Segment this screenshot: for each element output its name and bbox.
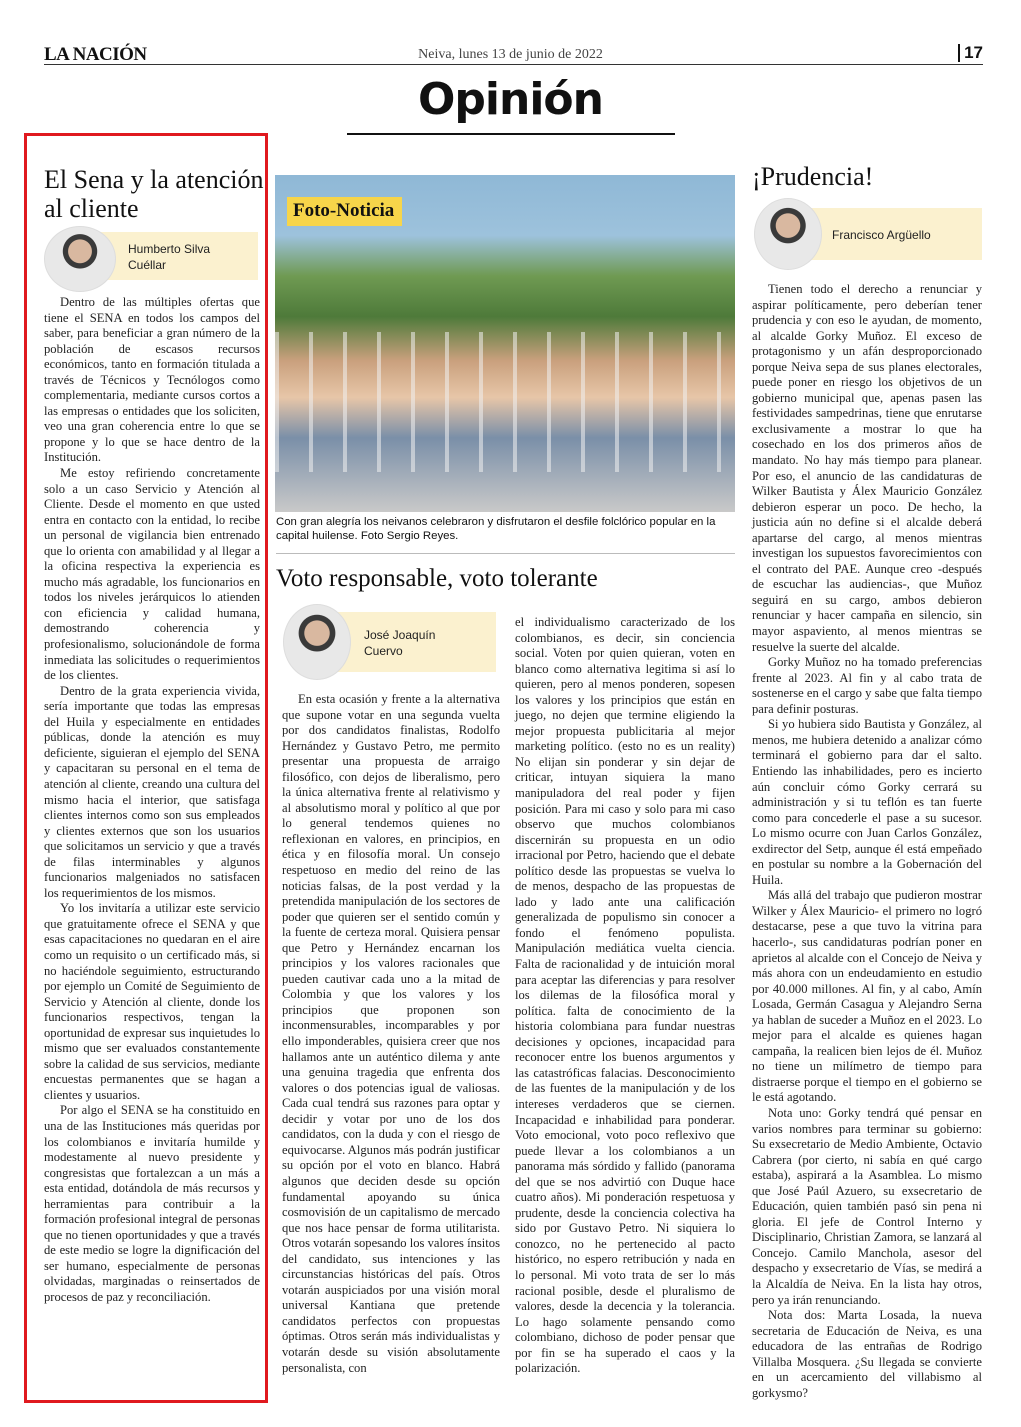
right-article-title: ¡Prudencia! — [752, 162, 874, 191]
masthead-logo: LA NACIÓN — [44, 44, 147, 65]
paragraph: En esta ocasión y frente a la alternativa que supone votar en una segunda vuelta por dos candidatos finalistas, Rodolfo Hernández y Gustavo Petro, me permito presentar una propuesta de arraigo filosófico, con dejos de liberalismo, pero la única alternativa frente al relativismo y al absolutismo moral y político al que por lo general tendemos quienes no reflexionan en valores, en principios, en ética y en filosofía moral. Un consejo respetuoso en medio del reino de las noticias falsas, de la post verdad y la pretendida manipulación de los sectores de poder que quieren ser el sentido común y la fuente de certeza moral. Quisiera pensar que Petro y Hernández encarnan los principios y los valores racionales que pueden cautivar cada uno a la mitad de Colombia y que los valores y los principios que proponen son inconmensurables, incomparables y por ello imponderables, quisiera creer que nos hallamos ante un auténtico dilema y ante una genuina tragedia que enfrenta dos valores o dos potencias igual de valiosas. Cada cual tendrá sus razones para optar y decidir y votar por uno de los dos candidatos, con la duda y con el riesgo de equivocarse. Algunos más podrán justificar su opción por el voto en blanco. Habrá algunos que deciden desde su opción fundamental apoyando su única cosmovisión de un capitalismo de mercado que nos hace pensar de forma utilitarista. Otros votarán sopesando los valores ínsitos del candidato, sus intenciones y las circunstancias históricas del país. Otros votarán auspiciados por una visión moral universal Kantiana que pretende candidatos perfectos con propuestas óptimas. Otros serán más individualistas y votarán desde su visión absolutamente personalista, con — [282, 692, 500, 1375]
center-article-title: Voto responsable, voto tolerante — [276, 565, 598, 592]
left-article-body — [44, 295, 260, 1306]
center-article-col2 — [515, 615, 735, 1377]
paragraph: Si yo hubiera sido Bautista y González, al menos, me hubiera detenido a analizar cómo terminará el gobierno para dar el salto. Entiendo las inhabilidades, pero es incierto aún concluir cómo Gorky cerrará su administración y si tu teflón es tan fuerte como para concederle el pase a su sucesor. Lo mismo ocurre con Juan Carlos González, exdirector del Setp, aunque él está empeñado en postular su nombre a la Gobernación del Huila. — [752, 717, 982, 887]
left-article-title: El Sena y la atención al cliente — [44, 165, 264, 224]
center-article-col1 — [282, 692, 500, 1376]
paragraph: Por algo el SENA se ha constituido en una de las Instituciones más queridas por los colombianos e invitaría humilde y modestamente al nuevo presidente y congresistas que fortalezcan a un más a esta entidad, dotándola de más recursos y herramientas para contribuir a la formación profesional integral de personas que no tienen oportunidades y que a través de este medio se logre la dignificación del ser humano, especialmente de personas olvidadas, marginadas o reinsertados de procesos de paz y reconciliación. — [44, 1103, 260, 1304]
right-author-name: Francisco Argüello — [832, 228, 931, 242]
left-author-avatar — [44, 226, 116, 292]
section-rule — [347, 133, 675, 135]
paragraph: Más allá del trabajo que pudieron mostrar Wilker y Álex Mauricio- el primero no logró destacarse, pese a que tuvo la vitrina para hacerlo-, sus candidaturas podrían poner en aprietos al alcalde con el Concejo de Neiva y más ahora con un endeudamiento en estudio por 40.000 millones. Al fin, y al cabo, Amín Losada, Germán Casagua y Alejandro Serna ya hablan de suceder a Muñoz en el 2023. Lo mejor para el alcalde es quienes hagan campaña, la realicen bien lejos de él. Muñoz no tiene un milímetro de tiempo para distraerse porque el tiempo en el gobierno se le está agotando. — [752, 888, 982, 1105]
paragraph: Dentro de la grata experiencia vivida, sería importante que todas las empresas del Huila y especialmente en entidades públicas, donde la atención es muy deficiente, siguieran el ejemplo del SENA y capacitaran su personal en el tema de atención al cliente, creando una cultura del mismo hacia el interior, que satisfaga clientes internos como son sus empleados y clientes externos que son los usuarios que solicitamos un servicio y que a través de filas interminables y algunos funcionarios malgeniados no satisfacen los requerimientos de los mismos. — [44, 683, 260, 900]
paragraph: el individualismo caracterizado de los colombianos, es decir, sin conciencia social. Voten por quien quieran, voten en blanco como alternativa legitima si así lo quieren, pero al menos ponderen, sopesen los valores y los principios que están en juego, no dejen que termine eligiendo la mejor propuesta publicitaria al mejor marketing político. (esto no es un reality) No elijan sin ponderar y sin dejar de criticar, intuyan siquiera la mano manipuladora del real poder y fijen posición. Para mi caso y solo para mi caso observo que muchos colombianos discernirán su propuesta en un odio irracional por Petro, haciendo que el debate político desde las propuestas se vuelva lo de menos, despacho de las propuestas de lado y lado ante una calificación generalizada de populismo sin conocer a fondo el fenómeno populista. Manipulación mediática vuelta ciencia. Falta de racionalidad y de intuición moral para aceptar las diferencias y para resolver los dilemas de la filosófica moral y política. falta de conocimiento de la historia colombiana para fundar nuestras decisiones y opciones, incapacidad para reconocer entre los buenos argumentos y las catastróficas falacias. Desconocimiento de las fuentes de la manipulación y de los intereses verdaderos que se ciernen. Incapacidad e inhabilidad para ponderar. Voto emocional, voto poco reflexivo que puede llevar a los colombianos a un panorama más sórdido y fallido (panorama del que se nos advirtió con Duque hace cuatro años). Mi ponderación respetuosa y prudente, desde la conciencia colectiva ha sido por Gustavo Petro. Ni siquiera lo conozco, no he pertenecido al pacto histórico, no espero retribución y nada en lo personal. Mi voto trata de ser lo más racional posible, desde el pluralismo de valores, desde la decencia y la tolerancia. Lo hago solamente pensando como colombiano, dichoso de poder pensar que por fin se ha superado el caos y la polarización. — [515, 615, 735, 1376]
center-author-name: José Joaquín Cuervo — [364, 628, 436, 658]
paragraph: Nota dos: Marta Losada, la nueva secretaria de Educación de Neiva, es una educadora de las entrañas de Rodrigo Villalba Mosquera. ¿Su llegada se convierte en un acercamiento del villabismo al gorkysmo? — [752, 1308, 982, 1400]
photo-news-label: Foto-Noticia — [287, 197, 402, 226]
right-article-body — [752, 282, 982, 1401]
photo-caption: Con gran alegría los neivanos celebraron y disfrutaron el desfile folclórico popular en la capital huilense. Foto Sergio Reyes. — [276, 516, 716, 542]
paragraph: Me estoy refiriendo concretamente solo a un caso Servicio y Atención al Cliente. Desde el momento en que usted entra en contacto con la entidad, lo recibe un personal de vigilancia bien entrenado que lo orienta con amabilidad y al llegar a la oficina respectiva la experiencia es mucho más agradable, los funcionarios en todos los niveles jerárquicos lo atienden con eficiencia y calidad humana, demostrando coherencia y profesionalismo, solucionándole de forma inmediata las solicitudes o requerimientos de los clientes. — [44, 466, 260, 683]
header-rule — [44, 64, 983, 65]
left-author-name: Humberto Silva Cuéllar — [128, 242, 211, 272]
dateline: Neiva, lunes 13 de junio de 2022 — [418, 47, 603, 62]
paragraph: Tienen todo el derecho a renunciar y aspirar políticamente, pero deberían tener prudencia y con eso le ayudan, de momento, al alcalde Gorky Muñoz. El exceso de protagonismo y un afán desproporcionado porque Neiva sepa de sus planes electorales, puede poner en riesgo los objetivos de un gobierno municipal que, apenas pasen las festividades sampedrinas, tiene que enrutarse exclusivamente a mostrar lo que ha cosechado en los dos primeros años de mandato. No hay más tiempo para planear. Por eso, el anuncio de las candidaturas de Wilker Bautista y Álex Mauricio González debieron esperar un poco. De hecho, la justicia aún no define si el alcalde deberá apartarse del cargo, al menos mientras investigan los supuestos favorecimientos con el contrato del PAE. Aunque creo -después de escuchar las audiencias-, que Muñoz seguirá en su cargo, ambos debieron renunciar y hacer campaña en silencio, sin mayor aspaviento, al menos mientras se resuelve la suerte del alcalde. — [752, 282, 982, 654]
right-author-avatar — [754, 198, 822, 270]
caption-rule — [276, 553, 735, 554]
section-title: Opinión — [418, 74, 603, 125]
center-author-avatar — [283, 604, 351, 680]
paragraph: Nota uno: Gorky tendrá qué pensar en varios nombres para terminar su gobierno: Su exsecretario de Medio Ambiente, Octavio Cabrera (por cierto, ni sabía en qué cargo estaba), aspirará a la Asamblea. Lo mismo que José Paúl Azuero, su exsecretario de Educación, quien también pasó sin pena ni gloria. El jefe de Control Interno y Disciplinario, Christian Zamora, se lanzará al Concejo. Camilo Manchola, asesor del despacho y exsecretario de Vías, se medirá a la Alcaldía de Neiva. En la lista hay otros, pero ya irán renunciando. — [752, 1105, 982, 1307]
paragraph: Gorky Muñoz no ha tomado preferencias frente al 2023. Al fin y al cabo trata de sostenerse en el cargo y sabe que falta tiempo para definir posturas. — [752, 655, 982, 716]
paragraph: Yo los invitaría a utilizar este servicio que gratuitamente ofrece el SENA y que esas capacitaciones no quedaran en el aire como un requisito o un certificado más, si no haciéndole seguimiento, estructurando por ejemplo un Comité de Seguimiento de Servicio y Atención al cliente, donde los funcionarios respectivos, tengan la oportunidad de expresar sus inquietudes lo mismo que ser evaluados constantemente sobre la calidad de sus servicios, mediante encuestas permanentes que se hagan a clientes y usuarios. — [44, 901, 260, 1102]
paragraph: Dentro de las múltiples ofertas que tiene el SENA en todos los campos del saber, para beneficiar a gran número de la población de escasos recursos económicos, tanto en formación titulada a través de Técnicos y Tecnólogos como complementaria, mediante cursos cortos a las empresas o entidades que los soliciten, veo una gran coherencia entre lo que se propone y lo que se hace dentro de la Institución. — [44, 295, 260, 465]
page-number: 17 — [958, 44, 983, 62]
